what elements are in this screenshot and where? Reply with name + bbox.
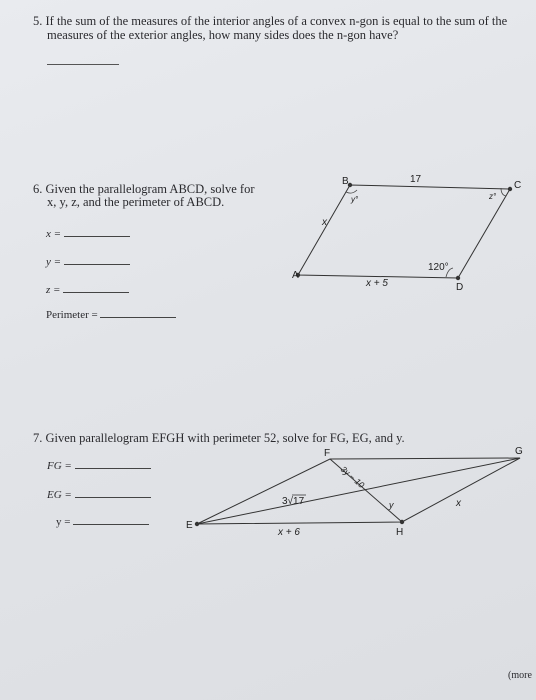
question-5-number: 5. [33, 14, 43, 28]
label-angle-z: z° [489, 192, 497, 201]
more-indicator: (more [508, 670, 532, 681]
question-5-line1: If the sum of the measures of the interior angles of a convex n-gon is equal to the sum of the [45, 14, 508, 28]
label-angle-120: 120° [428, 262, 449, 273]
z-answer-row [46, 284, 129, 296]
y-label: y = [46, 256, 62, 268]
x-answer-row [46, 228, 130, 240]
label-h: H [396, 527, 404, 538]
label-y-segment: y [389, 500, 394, 510]
label-3y-minus-10: 3y − 10 [338, 463, 367, 490]
y7-label: y = [56, 516, 71, 528]
y7-answer-blank[interactable] [73, 524, 149, 525]
label-b: B [342, 176, 349, 187]
y-answer-blank[interactable] [64, 264, 130, 265]
eg-label: EG = [47, 489, 72, 501]
question-5-line2: measures of the exterior angles, how many sides does the n-gon have? [47, 28, 399, 42]
label-x-segment: x [456, 498, 461, 509]
label-e: E [186, 520, 193, 531]
label-g: G [515, 446, 523, 457]
question-5 [33, 14, 533, 28]
label-angle-y: y° [351, 195, 359, 204]
x-label: x = [46, 228, 62, 240]
fg-answer-blank[interactable] [75, 468, 151, 469]
vertex-c-dot [508, 187, 512, 191]
eg-answer-blank[interactable] [75, 497, 151, 498]
answer-blank-5[interactable] [47, 64, 119, 65]
vertex-e-dot [195, 522, 199, 526]
fg-answer-row [47, 460, 151, 472]
x-answer-blank[interactable] [64, 236, 130, 237]
perimeter-label: Perimeter = [46, 309, 98, 321]
vertex-d-dot [456, 276, 460, 280]
question-7-line1: Given parallelogram EFGH with perimeter 52, solve for FG, EG, and y. [45, 431, 405, 445]
label-x-plus-6: x + 6 [278, 527, 300, 538]
label-c: C [514, 180, 522, 191]
question-6-number: 6. [33, 182, 43, 196]
question-6-line1: Given the parallelogram ABCD, solve for [45, 182, 255, 196]
parallelogram-abcd-shape [298, 185, 510, 278]
perimeter-answer-row [46, 309, 176, 321]
label-a: A [292, 270, 299, 281]
z-answer-blank[interactable] [63, 292, 129, 293]
y-answer-row [46, 256, 130, 268]
parallelogram-efgh-figure [180, 440, 530, 550]
label-left-x: x [322, 217, 327, 228]
fg-label: FG = [47, 460, 72, 472]
eg-answer-row [47, 489, 151, 501]
diagonal-eg [197, 458, 520, 524]
question-6 [33, 182, 254, 196]
y7-answer-row [56, 516, 149, 528]
label-bottom-x-plus-5: x + 5 [366, 278, 388, 289]
label-d: D [456, 282, 464, 293]
question-6-line2: x, y, z, and the perimeter of ABCD. [47, 195, 225, 209]
parallelogram-abcd-figure [280, 168, 522, 293]
label-top-17: 17 [410, 174, 422, 185]
question-7-number: 7. [33, 431, 43, 445]
vertex-h-dot [400, 520, 404, 524]
label-3-root-17: 3√17 [282, 496, 305, 507]
angle-b-arc [346, 190, 357, 193]
perimeter-answer-blank[interactable] [100, 317, 176, 318]
label-f: F [324, 448, 331, 459]
z-label: z = [46, 284, 61, 296]
